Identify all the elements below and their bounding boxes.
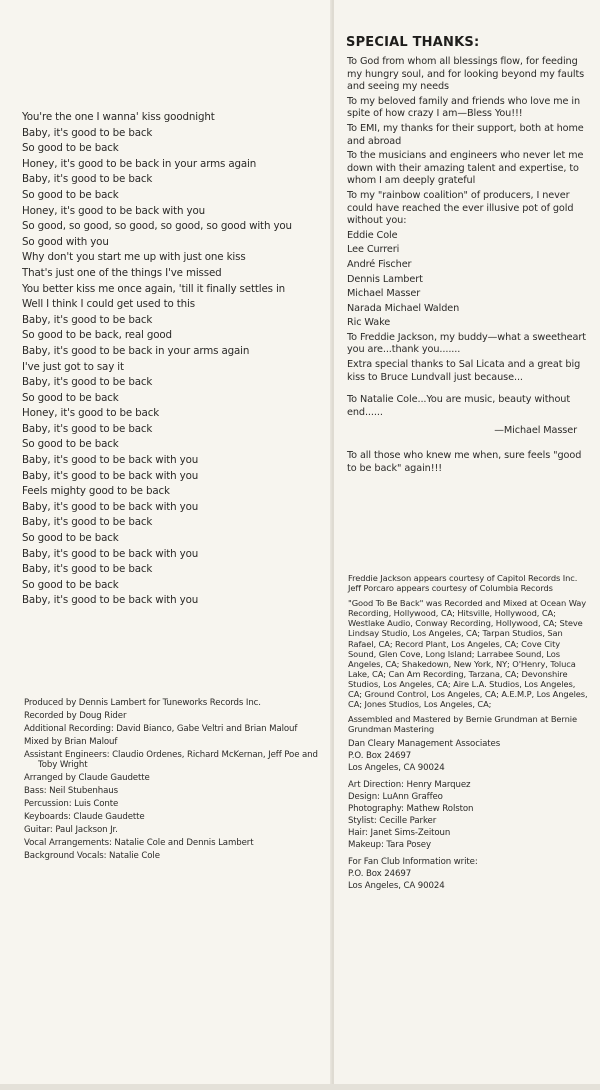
credit-line: Arranged by Claude Gaudette bbox=[24, 773, 150, 783]
producer-name: Lee Curreri bbox=[347, 244, 400, 256]
credit-line: Guitar: Paul Jackson Jr. bbox=[24, 825, 118, 835]
thanks-natalie: To Natalie Cole...You are music, beauty without end...... bbox=[347, 394, 571, 418]
producer-list bbox=[347, 230, 587, 330]
thanks-musicians: To the musicians and engineers who never let me down with their amazing talent and expertise, to whom I am deeply grateful bbox=[347, 150, 584, 187]
management-address bbox=[348, 739, 588, 774]
lyric-line: Baby, it's good to be back with you bbox=[22, 547, 199, 560]
credits-list bbox=[24, 698, 324, 864]
address-line: Los Angeles, CA 90024 bbox=[348, 763, 445, 774]
lyric-line: So good to be back, real good bbox=[22, 329, 172, 342]
lyric-line: Baby, it's good to be back with you bbox=[22, 500, 199, 513]
lyric-line: Why don't you start me up with just one kiss bbox=[22, 251, 246, 264]
thanks-sal: Extra special thanks to Sal Licata and a great big kiss to Bruce Lundvall just because... bbox=[347, 359, 581, 383]
bottom-edge bbox=[0, 1084, 600, 1090]
special-thanks-body bbox=[347, 56, 587, 477]
art-credit: Design: LuAnn Graffeo bbox=[348, 792, 443, 803]
producer-name: André Fischer bbox=[347, 258, 412, 270]
credit-line: Recorded by Doug Rider bbox=[24, 711, 127, 721]
address-line: P.O. Box 24697 bbox=[348, 751, 412, 762]
production-notes bbox=[348, 573, 588, 898]
thanks-all-who-knew: To all those who knew me when, sure feels "good to be back" again!!! bbox=[347, 450, 582, 474]
producer-name: Narada Michael Walden bbox=[347, 302, 460, 314]
lyric-line: Honey, it's good to be back bbox=[22, 407, 160, 420]
credit-line: Background Vocals: Natalie Cole bbox=[24, 851, 160, 861]
thanks-family: To my beloved family and friends who love me in spite of how crazy I am—Bless You!!! bbox=[347, 95, 580, 120]
lyric-line: So good to be back bbox=[22, 438, 119, 451]
signature: —Michael Masser bbox=[494, 425, 577, 437]
credit-line: Bass: Neil Stubenhaus bbox=[24, 786, 118, 796]
lyric-line: So good to be back bbox=[22, 578, 119, 591]
lyric-line: I've just got to say it bbox=[22, 360, 124, 373]
lyric-line: So good to be back bbox=[22, 391, 119, 404]
producer-name: Michael Masser bbox=[347, 288, 421, 300]
lyric-line: Baby, it's good to be back with you bbox=[22, 469, 199, 482]
credit-line: Percussion: Luis Conte bbox=[24, 799, 119, 809]
lyric-line: So good to be back bbox=[22, 142, 119, 155]
art-credit: Art Direction: Henry Marquez bbox=[348, 780, 471, 791]
lyric-line: So good to be back bbox=[22, 532, 119, 545]
lyric-line: Baby, it's good to be back with you bbox=[22, 594, 199, 607]
art-credit: Stylist: Cecille Parker bbox=[348, 816, 437, 827]
lyric-line: That's just one of the things I've missed bbox=[22, 266, 222, 279]
lyric-line: Baby, it's good to be back bbox=[22, 313, 153, 326]
thanks-freddie: To Freddie Jackson, my buddy—what a sweetheart you are...thank you....... bbox=[347, 331, 586, 356]
lyric-line: Baby, it's good to be back in your arms again bbox=[22, 344, 250, 357]
address-line: For Fan Club Information write: bbox=[348, 857, 478, 868]
lyric-line: Baby, it's good to be back bbox=[22, 173, 153, 186]
credit-line: Additional Recording: David Bianco, Gabe Veltri and Brian Malouf bbox=[24, 724, 298, 734]
thanks-producers-intro: To my "rainbow coalition" of producers, I never could have reached the ever illusive pot of gold without you: bbox=[347, 189, 574, 227]
lyric-line: So good to be back bbox=[22, 188, 119, 201]
credit-line: Mixed by Brian Malouf bbox=[24, 737, 118, 747]
mastering-credit: Assembled and Mastered by Bernie Grundman at Bernie Grundman Mastering bbox=[348, 714, 577, 735]
lyric-line: Baby, it's good to be back bbox=[22, 376, 153, 389]
credit-line: Vocal Arrangements: Natalie Cole and Dennis Lambert bbox=[24, 838, 254, 848]
lyric-line: You're the one I wanna' kiss goodnight bbox=[22, 111, 215, 123]
special-thanks-heading: SPECIAL THANKS: bbox=[346, 35, 480, 50]
lyric-line: Honey, it's good to be back with you bbox=[22, 204, 205, 217]
address-line: Los Angeles, CA 90024 bbox=[348, 881, 445, 892]
credit-line: Produced by Dennis Lambert for Tuneworks Records Inc. bbox=[24, 698, 261, 708]
lyric-line: Baby, it's good to be back bbox=[22, 422, 153, 435]
lyric-line: Baby, it's good to be back with you bbox=[22, 454, 199, 467]
thanks-emi: To EMI, my thanks for their support, both at home and abroad bbox=[347, 122, 584, 147]
fan-club-address bbox=[348, 857, 588, 892]
lyric-line: Feels mighty good to be back bbox=[22, 485, 170, 498]
art-credits bbox=[348, 780, 588, 851]
lyric-line: Baby, it's good to be back bbox=[22, 516, 153, 529]
art-credit: Photography: Mathew Rolston bbox=[348, 804, 474, 815]
art-credit: Makeup: Tara Posey bbox=[348, 840, 431, 851]
lyric-line: Well I think I could get used to this bbox=[22, 298, 195, 311]
thanks-god: To God from whom all blessings flow, for feeding my hungry soul, and for looking beyond my faults and seeing my needs bbox=[347, 56, 585, 93]
credit-line: Assistant Engineers: Claudio Ordenes, Richard McKernan, Jeff Poe and Toby Wright bbox=[24, 750, 318, 770]
lyric-line: Baby, it's good to be back bbox=[22, 126, 153, 139]
address-line: Dan Cleary Management Associates bbox=[348, 739, 501, 750]
lyric-line: So good, so good, so good, so good, so good with you bbox=[22, 220, 292, 233]
lyrics-list bbox=[22, 111, 322, 610]
art-credit: Hair: Janet Sims-Zeitoun bbox=[348, 828, 451, 839]
lyric-line: Honey, it's good to be back in your arms again bbox=[22, 157, 257, 170]
recording-locations: "Good To Be Back" was Recorded and Mixed at Ocean Way Recording, Hollywood, CA; Hitsville, Hollywood, CA; Westlake Audio, Conway Recording, Hollywood, CA; Steve Lindsay Studio, Los Angeles, CA; Tarpan Studios, San Rafael, CA; Record Plant, Los Angeles, CA; Cove City Sound, Glen Cove, Long Island; Larrabee Sound, Los Angeles, CA; Shakedown, New York, NY; O'Henry, Toluca Lake, CA; Can Am Recording, Tarzana, CA; Devonshire Studios, Los Angeles, CA; Aire L.A. Studios, Los Angeles, CA; Ground Control, Los Angeles, CA; A.E.M.P, Los Angeles, CA; Jones Studios, Los Angeles, CA; bbox=[348, 598, 588, 710]
producer-name: Dennis Lambert bbox=[347, 273, 423, 285]
producer-name: Eddie Cole bbox=[347, 229, 398, 241]
credit-line: Keyboards: Claude Gaudette bbox=[24, 812, 145, 822]
address-line: P.O. Box 24697 bbox=[348, 869, 412, 880]
lyric-line: Baby, it's good to be back bbox=[22, 563, 153, 576]
lyric-line: So good with you bbox=[22, 235, 109, 248]
producer-name: Ric Wake bbox=[347, 317, 391, 329]
courtesy-note: Freddie Jackson appears courtesy of Capitol Records Inc. Jeff Porcaro appears courtesy of Columbia Records bbox=[348, 573, 578, 594]
lyric-line: You better kiss me once again, 'till it finally settles in bbox=[22, 282, 286, 295]
